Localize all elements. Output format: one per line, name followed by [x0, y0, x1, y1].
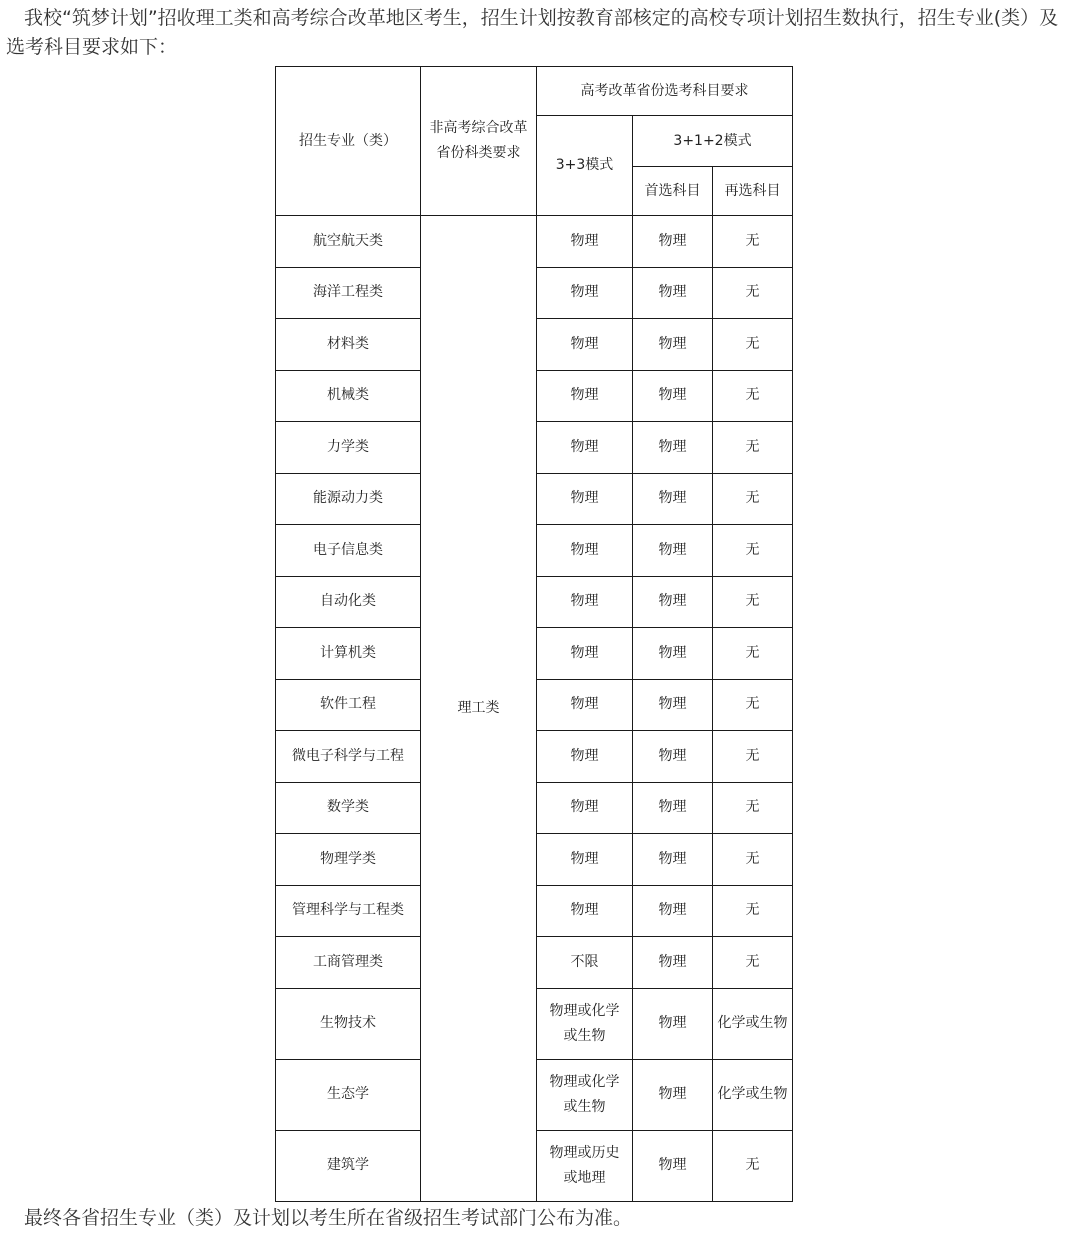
- cell-mode-3-3: 物理: [537, 731, 633, 783]
- cell-mode-3-3: 物理或历史或地理: [537, 1130, 633, 1201]
- cell-major: 能源动力类: [276, 473, 421, 525]
- cell-second-subject: 无: [713, 937, 793, 989]
- cell-second-subject: 无: [713, 473, 793, 525]
- cell-mode-3-3: 物理: [537, 216, 633, 268]
- cell-major: 生物技术: [276, 988, 421, 1059]
- cell-mode-3-3: 物理: [537, 885, 633, 937]
- cell-major: 软件工程: [276, 679, 421, 731]
- cell-mode-3-3: 物理: [537, 782, 633, 834]
- cell-mode-3-3: 物理: [537, 576, 633, 628]
- cell-mode-3-3: 物理: [537, 319, 633, 371]
- cell-first-subject: 物理: [633, 628, 713, 680]
- cell-major: 管理科学与工程类: [276, 885, 421, 937]
- cell-major: 力学类: [276, 422, 421, 474]
- header-mode-3-1-2: 3+1+2模式: [633, 116, 793, 167]
- cell-second-subject: 无: [713, 422, 793, 474]
- cell-second-subject: 无: [713, 782, 793, 834]
- cell-major: 建筑学: [276, 1130, 421, 1201]
- header-mode-3-3: 3+3模式: [537, 116, 633, 216]
- cell-second-subject: 无: [713, 525, 793, 577]
- header-reform: 高考改革省份选考科目要求: [537, 67, 793, 116]
- cell-first-subject: 物理: [633, 679, 713, 731]
- cell-major: 海洋工程类: [276, 267, 421, 319]
- cell-major: 机械类: [276, 370, 421, 422]
- cell-major: 生态学: [276, 1059, 421, 1130]
- cell-major: 物理学类: [276, 834, 421, 886]
- cell-mode-3-3: 物理: [537, 473, 633, 525]
- cell-second-subject: 化学或生物: [713, 988, 793, 1059]
- cell-mode-3-3: 物理或化学或生物: [537, 988, 633, 1059]
- cell-first-subject: 物理: [633, 525, 713, 577]
- footer-note: 最终各省招生专业（类）及计划以考生所在省级招生考试部门公布为准。: [24, 1207, 633, 1229]
- cell-first-subject: 物理: [633, 1130, 713, 1201]
- cell-first-subject: 物理: [633, 370, 713, 422]
- cell-second-subject: 无: [713, 216, 793, 268]
- cell-first-subject: 物理: [633, 731, 713, 783]
- subject-requirements-table: [275, 66, 793, 1202]
- cell-first-subject: 物理: [633, 319, 713, 371]
- cell-second-subject: 无: [713, 576, 793, 628]
- cell-major: 材料类: [276, 319, 421, 371]
- cell-second-subject: 无: [713, 834, 793, 886]
- header-non-reform: 非高考综合改革省份科类要求: [421, 67, 537, 216]
- cell-second-subject: 无: [713, 319, 793, 371]
- cell-second-subject: 无: [713, 1130, 793, 1201]
- cell-major: 电子信息类: [276, 525, 421, 577]
- cell-mode-3-3: 物理或化学或生物: [537, 1059, 633, 1130]
- cell-mode-3-3: 物理: [537, 525, 633, 577]
- cell-category: 理工类: [421, 216, 537, 1202]
- cell-first-subject: 物理: [633, 937, 713, 989]
- cell-second-subject: 无: [713, 731, 793, 783]
- cell-first-subject: 物理: [633, 834, 713, 886]
- header-first-subject: 首选科目: [633, 167, 713, 216]
- intro-paragraph: 我校“筑梦计划”招收理工类和高考综合改革地区考生，招生计划按教育部核定的高校专项计划招生数执行，招生专业(类）及选考科目要求如下：: [6, 7, 1059, 58]
- cell-mode-3-3: 物理: [537, 267, 633, 319]
- cell-first-subject: 物理: [633, 885, 713, 937]
- cell-second-subject: 无: [713, 679, 793, 731]
- cell-second-subject: 无: [713, 267, 793, 319]
- cell-mode-3-3: 物理: [537, 679, 633, 731]
- cell-mode-3-3: 物理: [537, 370, 633, 422]
- table-row: [276, 216, 793, 268]
- cell-second-subject: 无: [713, 885, 793, 937]
- cell-first-subject: 物理: [633, 473, 713, 525]
- header-major: 招生专业（类）: [276, 67, 421, 216]
- cell-second-subject: 无: [713, 370, 793, 422]
- cell-first-subject: 物理: [633, 216, 713, 268]
- cell-second-subject: 化学或生物: [713, 1059, 793, 1130]
- cell-second-subject: 无: [713, 628, 793, 680]
- cell-first-subject: 物理: [633, 422, 713, 474]
- cell-major: 自动化类: [276, 576, 421, 628]
- cell-major: 工商管理类: [276, 937, 421, 989]
- cell-first-subject: 物理: [633, 1059, 713, 1130]
- cell-mode-3-3: 物理: [537, 422, 633, 474]
- header-second-subject: 再选科目: [713, 167, 793, 216]
- cell-major: 微电子科学与工程: [276, 731, 421, 783]
- cell-mode-3-3: 物理: [537, 628, 633, 680]
- cell-first-subject: 物理: [633, 267, 713, 319]
- cell-first-subject: 物理: [633, 576, 713, 628]
- cell-major: 数学类: [276, 782, 421, 834]
- cell-mode-3-3: 物理: [537, 834, 633, 886]
- cell-major: 计算机类: [276, 628, 421, 680]
- cell-first-subject: 物理: [633, 988, 713, 1059]
- cell-mode-3-3: 不限: [537, 937, 633, 989]
- cell-first-subject: 物理: [633, 782, 713, 834]
- cell-major: 航空航天类: [276, 216, 421, 268]
